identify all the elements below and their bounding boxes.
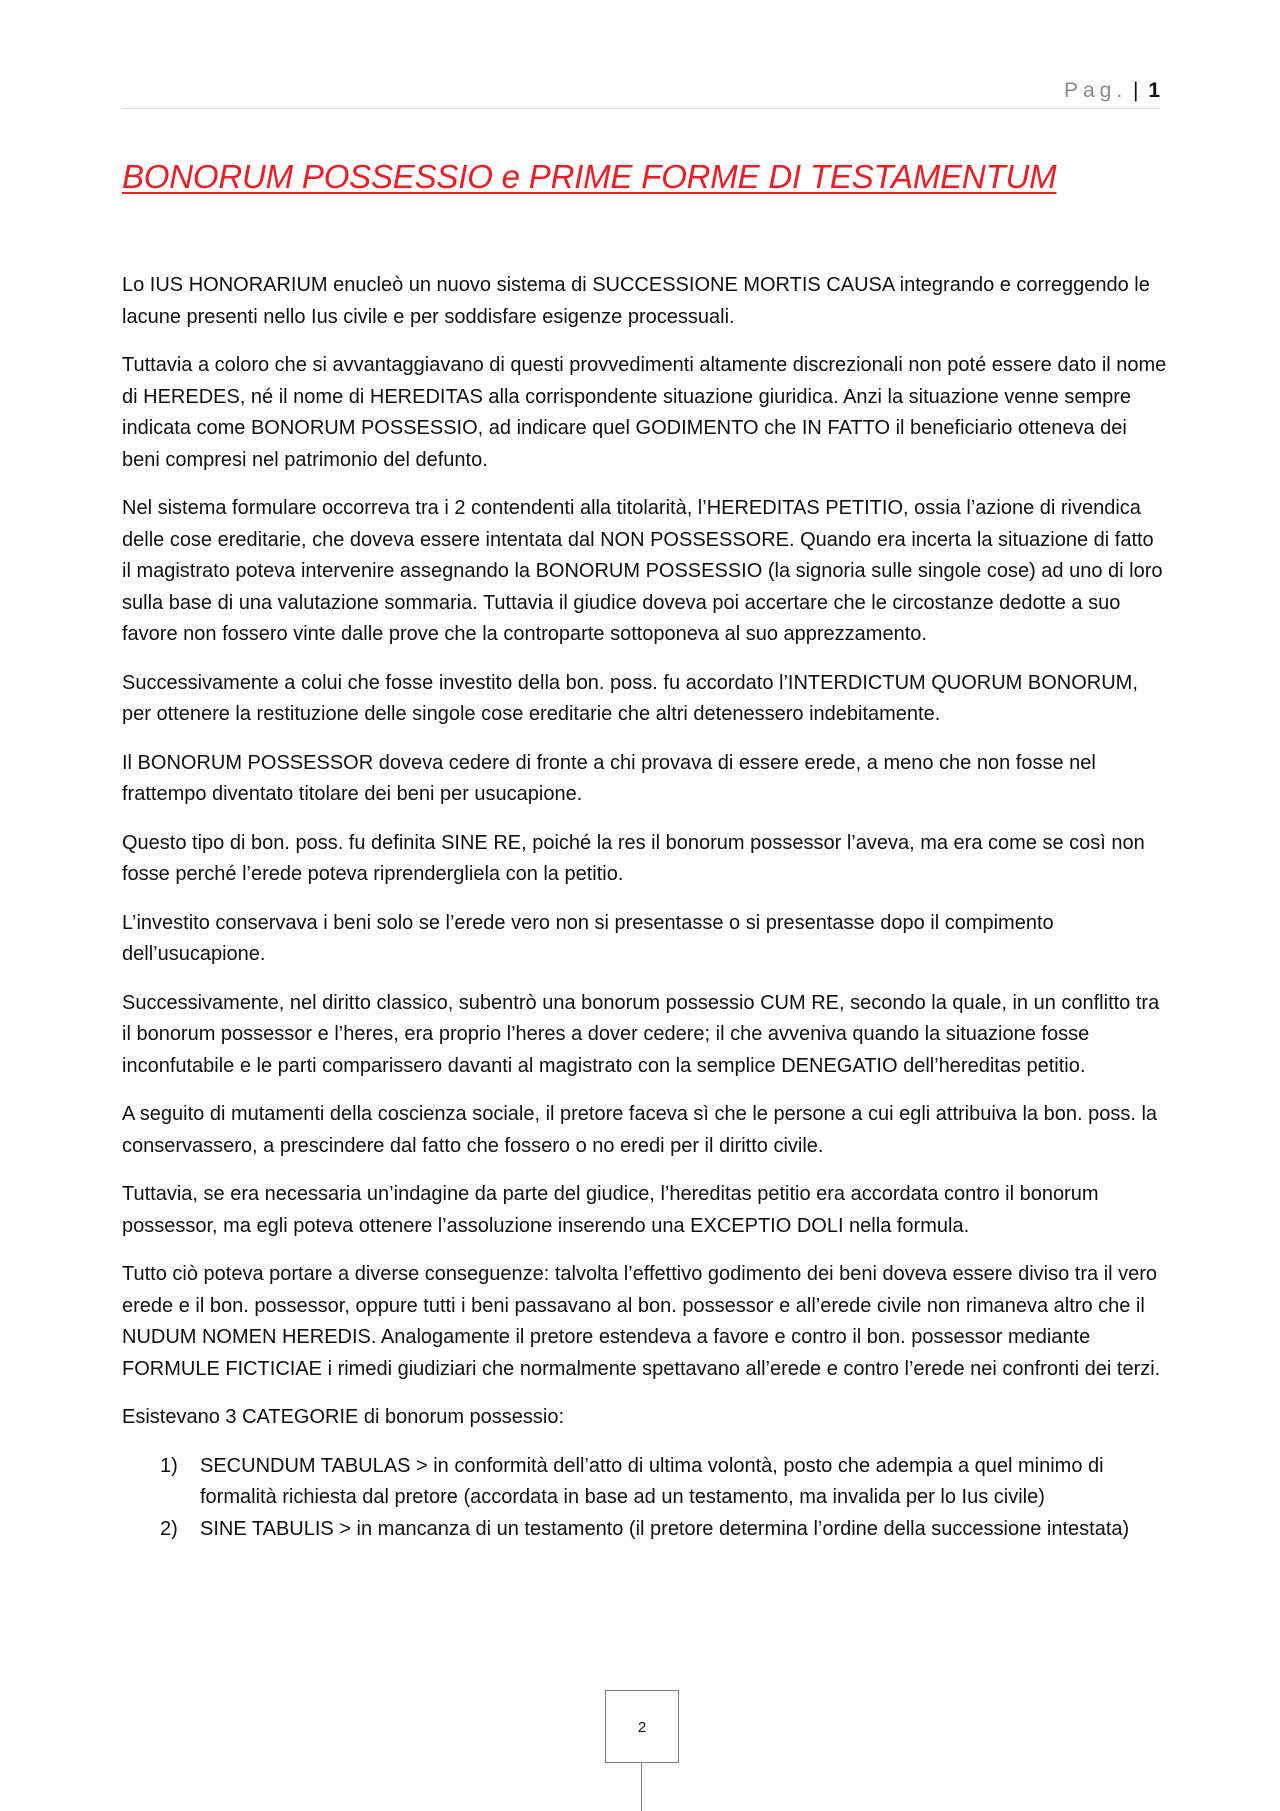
paragraph: Il BONORUM POSSESSOR doveva cedere di fronte a chi provava di essere erede, a meno che non fosse nel frattempo diventato titolare dei beni per usucapione. xyxy=(122,751,1096,805)
page-label: Pag. xyxy=(1063,79,1128,102)
list-item-text: SINE TABULIS > in mancanza di un testamento (il pretore determina l’ordine della successione intestata) xyxy=(200,1517,1130,1540)
page-separator: | xyxy=(1133,79,1139,102)
list-item xyxy=(122,1514,1168,1546)
list-item-marker: 2) xyxy=(160,1517,178,1540)
page-number: 1 xyxy=(1148,79,1160,102)
footer-page-box: 2 xyxy=(605,1690,679,1763)
paragraph: Lo IUS HONORARIUM enucleò un nuovo sistema di SUCCESSIONE MORTIS CAUSA integrando e correggendo le lacune presenti nello Ius civile e per soddisfare esigenze processuali. xyxy=(122,274,1150,328)
paragraph: Tuttavia, se era necessaria un’indagine da parte del giudice, l’hereditas petitio era accordata contro il bonorum possessor, ma egli poteva ottenere l’assoluzione inserendo una EXCEPTIO DOLI nella formula. xyxy=(122,1183,1099,1237)
paragraph: A seguito di mutamenti della coscienza sociale, il pretore faceva sì che le persone a cui egli attribuiva la bon. poss. la conservassero, a prescindere dal fatto che fossero o no eredi per il diritto civile. xyxy=(122,1103,1158,1157)
paragraph: L’investito conservava i beni solo se l’erede vero non si presentasse o si presentasse dopo il compimento dell’usucapione. xyxy=(122,911,1054,965)
document-body xyxy=(122,270,1168,1545)
document-title: BONORUM POSSESSIO e PRIME FORME DI TESTAMENTUM xyxy=(122,158,1057,195)
paragraph: Nel sistema formulare occorreva tra i 2 contendenti alla titolarità, l’HEREDITAS PETITIO, ossia l’azione di rivendica delle cose ereditarie, che doveva essere intentata dal NON POSSESSORE. Quando era incerta la situazione di fatto il magistrato poteva intervenire assegnando la BONORUM POSSESSIO (la signoria sulle singole cose) ad uno di loro sulla base di una valutazione sommaria. Tuttavia il giudice doveva poi accertare che le circostanze dedotte a suo favore non fossero vinte dalle prove che la controparte sottoponeva al suo apprezzamento. xyxy=(122,497,1163,645)
list-item-text: SECUNDUM TABULAS > in conformità dell’atto di ultima volontà, posto che adempia a quel minimo di formalità richiesta dal pretore (accordata in base ad un testamento, ma invalida per lo Ius civile) xyxy=(200,1454,1104,1508)
footer-connector-line xyxy=(641,1763,642,1811)
paragraph: Tuttavia a coloro che si avvantaggiavano di questi provvedimenti altamente discrezionali non poté essere dato il nome di HEREDES, né il nome di HEREDITAS alla corrispondente situazione giuridica. Anzi la situazione venne sempre indicata come BONORUM POSSESSIO, ad indicare quel GODIMENTO che IN FATTO il beneficiario otteneva dei beni compresi nel patrimonio del defunto. xyxy=(122,354,1167,471)
paragraph: Questo tipo di bon. poss. fu definita SINE RE, poiché la res il bonorum possessor l’aveva, ma era come se così non fosse perché l’erede poteva riprendergliela con la petitio. xyxy=(122,831,1145,885)
categories-list xyxy=(122,1451,1168,1546)
paragraph: Tutto ciò poteva portare a diverse conseguenze: talvolta l’effettivo godimento dei beni doveva essere diviso tra il vero erede e il bon. possessor, oppure tutti i beni passavano al bon. possessor e all’erede civile non rimaneva altro che il NUDUM NOMEN HEREDIS. Analogamente il pretore estendeva a favore e contro il bon. possessor mediante FORMULE FICTICIAE i rimedi giudiziari che normalmente spettavano all’erede e contro l’erede nei confronti dei terzi. xyxy=(122,1263,1161,1380)
paragraph: Successivamente, nel diritto classico, subentrò una bonorum possessio CUM RE, secondo la quale, in un conflitto tra il bonorum possessor e l’heres, era proprio l’heres a dover cedere; il che avveniva quando la situazione fosse inconfutabile e le parti comparissero davanti al magistrato con la semplice DENEGATIO dell’hereditas petitio. xyxy=(122,991,1160,1077)
paragraph: Successivamente a colui che fosse investito della bon. poss. fu accordato l’INTERDICTUM QUORUM BONORUM, per ottenere la restituzione delle singole cose ereditarie che altri detenessero indebitamente. xyxy=(122,671,1138,725)
list-item-marker: 1) xyxy=(160,1454,178,1477)
page-indicator xyxy=(1064,78,1160,104)
page-header xyxy=(122,76,1160,109)
list-item xyxy=(122,1451,1168,1514)
paragraph: Esistevano 3 CATEGORIE di bonorum possessio: xyxy=(122,1406,565,1428)
